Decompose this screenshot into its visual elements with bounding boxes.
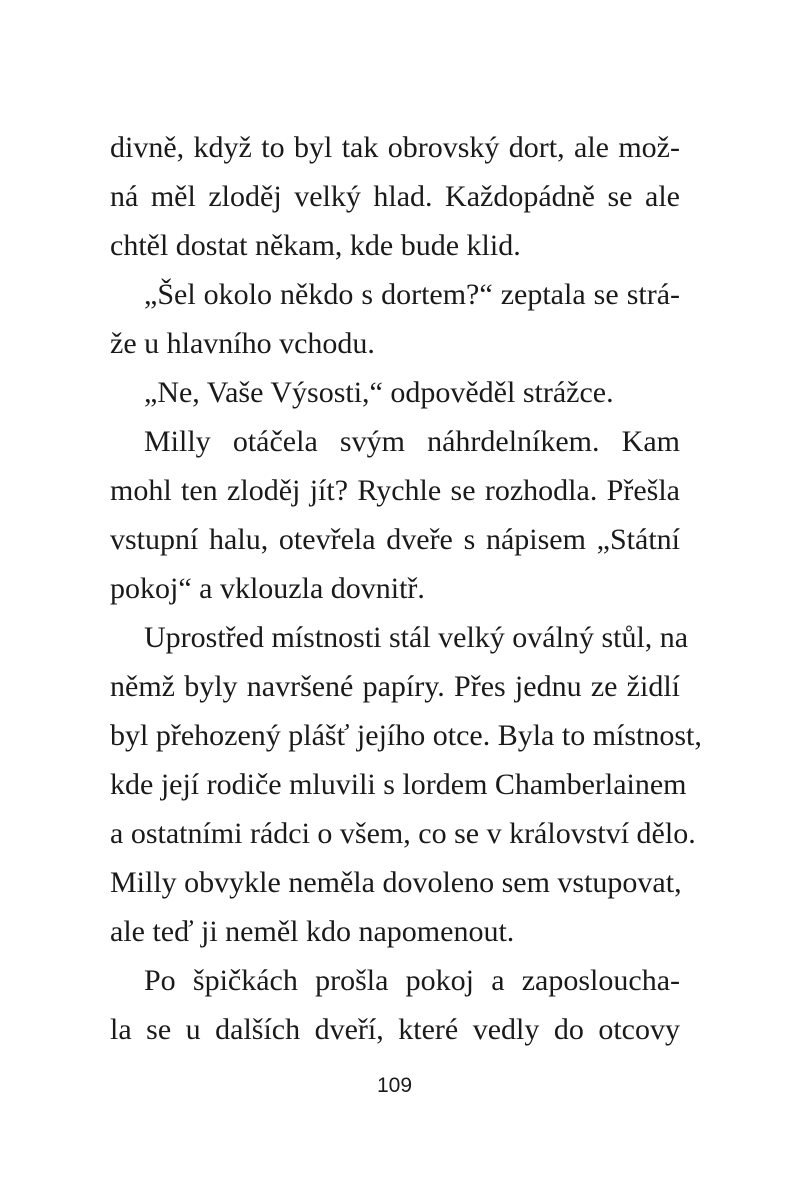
text-line: pokoj“ a vklouzla dovnitř. xyxy=(110,572,425,605)
text-line: němž byly navršené papíry. Přes jednu ze židlí xyxy=(110,670,680,703)
body-text xyxy=(110,123,702,1054)
text-line: chtěl dostat někam, kde bude klid. xyxy=(110,229,521,262)
text-line: la se u dalších dveří, které vedly do otcovy xyxy=(110,1013,680,1046)
text-line: že u hlavního vchodu. xyxy=(110,327,375,360)
text-line: Milly otáčela svým náhrdelníkem. Kam xyxy=(144,425,680,458)
text-line: ná měl zloděj velký hlad. Každopádně se ale xyxy=(110,180,680,213)
text-line: kde její rodiče mluvili s lordem Chamberlainem xyxy=(110,768,687,801)
text-line: divně, když to byl tak obrovský dort, ale mož- xyxy=(110,131,680,164)
text-line: Po špičkách prošla pokoj a zaposloucha- xyxy=(144,964,680,997)
text-line: Uprostřed místnosti stál velký oválný stůl, na xyxy=(144,621,689,654)
text-line: byl přehozený plášť jejího otce. Byla to místnost, xyxy=(110,719,702,752)
page-number: 109 xyxy=(376,1074,413,1097)
text-line: mohl ten zloděj jít? Rychle se rozhodla. Přešla xyxy=(110,474,680,507)
text-line: Milly obvykle neměla dovoleno sem vstupovat, xyxy=(110,866,682,899)
text-line: „Ne, Vaše Výsosti,“ odpověděl strážce. xyxy=(144,376,614,409)
text-line: „Šel okolo někdo s dortem?“ zeptala se strá- xyxy=(144,278,680,311)
text-line: vstupní halu, otevřela dveře s nápisem „Státní xyxy=(110,523,680,556)
text-line: ale teď ji neměl kdo napomenout. xyxy=(110,915,515,948)
text-line: a ostatními rádci o všem, co se v království dělo. xyxy=(110,817,696,850)
